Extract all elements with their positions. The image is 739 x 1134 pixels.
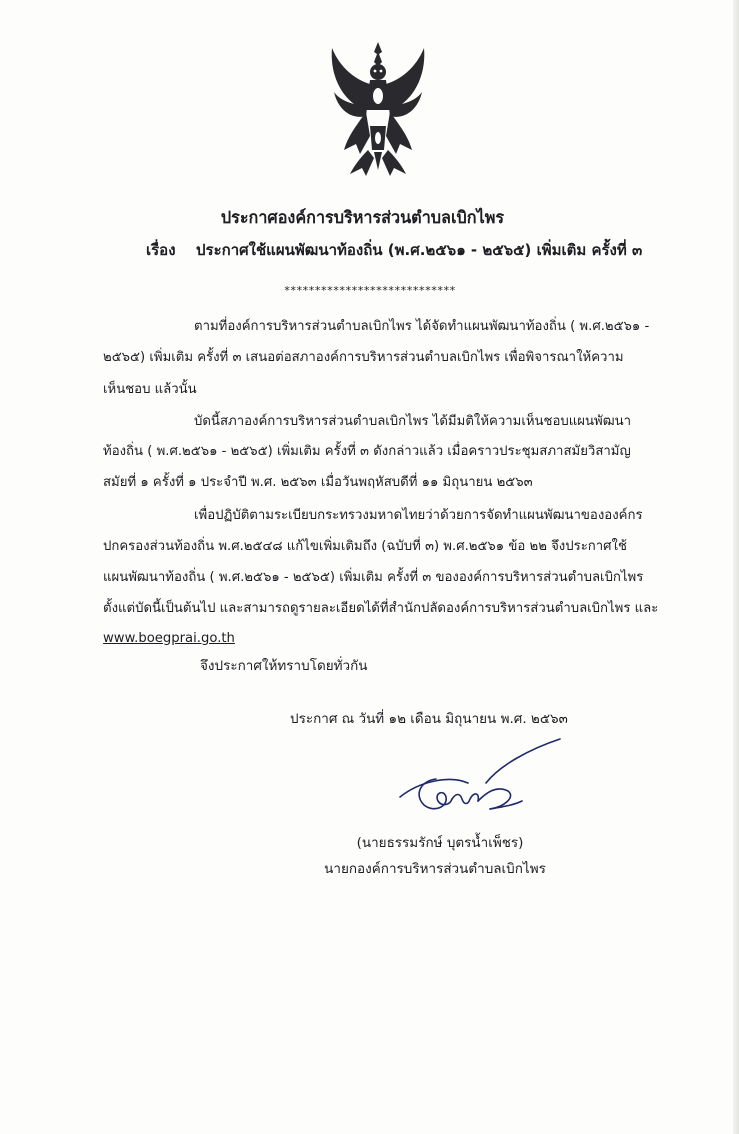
announcement-title: ประกาศองค์การบริหารส่วนตำบลเบิกไพร	[220, 208, 505, 227]
signature-mark	[390, 735, 570, 825]
paragraph-3-line-3: แผนพัฒนาท้องถิ่น ( พ.ศ.๒๕๖๑ - ๒๕๖๕) เพิ่มเติม ครั้งที่ ๓ ขององค์การบริหารส่วนตำบลเบิกไพร	[103, 570, 644, 585]
paragraph-3-line-4: ตั้งแต่บัดนี้เป็นต้นไป และสามารถดูรายละเอียดได้ที่สำนักปลัดองค์การบริหารส่วนตำบลเบิกไพร และ	[103, 601, 659, 616]
garuda-emblem-icon	[326, 40, 430, 178]
subject-label: เรื่อง	[146, 241, 176, 259]
separator-line: ****************************	[283, 284, 456, 297]
signer-title: นายกองค์การบริหารส่วนตำบลเบิกไพร	[324, 861, 546, 877]
signer-name: (นายธรรมรักษ์ บุตรน้ำเพ็ชร)	[356, 835, 524, 851]
website-link[interactable]: www.boegprai.go.th	[103, 631, 235, 646]
subject-text: ประกาศใช้แผนพัฒนาท้องถิ่น (พ.ศ.๒๕๖๑ - ๒๕๖๕) เพิ่มเติม ครั้งที่ ๓	[196, 241, 643, 259]
paragraph-2-line-1: บัดนี้สภาองค์การบริหารส่วนตำบลเบิกไพร ได้มีมติให้ความเห็นชอบแผนพัฒนา	[194, 414, 632, 429]
paragraph-3-line-2: ปกครองส่วนท้องถิ่น พ.ศ.๒๕๔๘ แก้ไขเพิ่มเติมถึง (ฉบับที่ ๓) พ.ศ.๒๕๖๑ ข้อ ๒๒ จึงประกาศใช้	[103, 539, 627, 554]
paragraph-1-line-1: ตามที่องค์การบริหารส่วนตำบลเบิกไพร ได้จัดทำแผนพัฒนาท้องถิ่น ( พ.ศ.๒๕๖๑ -	[194, 319, 650, 334]
announcement-date: ประกาศ ณ วันที่ ๑๒ เดือน มิถุนายน พ.ศ. ๒๕๖๓	[290, 711, 568, 727]
paragraph-2-line-3: สมัยที่ ๑ ครั้งที่ ๑ ประจำปี พ.ศ. ๒๕๖๓ เมื่อวันพฤหัสบดีที่ ๑๑ มิถุนายน ๒๕๖๓	[103, 475, 533, 490]
paragraph-2-line-2: ท้องถิ่น ( พ.ศ.๒๕๖๑ - ๒๕๖๕) เพิ่มเติม ครั้งที่ ๓ ดังกล่าวแล้ว เมื่อคราวประชุมสภาสมัยวิสามัญ	[103, 444, 631, 459]
paper-edge	[733, 0, 739, 1134]
paragraph-1-line-3: เห็นชอบ แล้วนั้น	[103, 382, 197, 397]
closing-announcement: จึงประกาศให้ทราบโดยทั่วกัน	[200, 658, 368, 674]
paragraph-3-line-1: เพื่อปฏิบัติตามระเบียบกระทรวงมหาดไทยว่าด้วยการจัดทำแผนพัฒนาขององค์กร	[194, 508, 643, 523]
paragraph-1-line-2: ๒๕๖๕) เพิ่มเติม ครั้งที่ ๓ เสนอต่อสภาองค์การบริหารส่วนตำบลเบิกไพร เพื่อพิจารณาให้ความ	[103, 350, 624, 365]
